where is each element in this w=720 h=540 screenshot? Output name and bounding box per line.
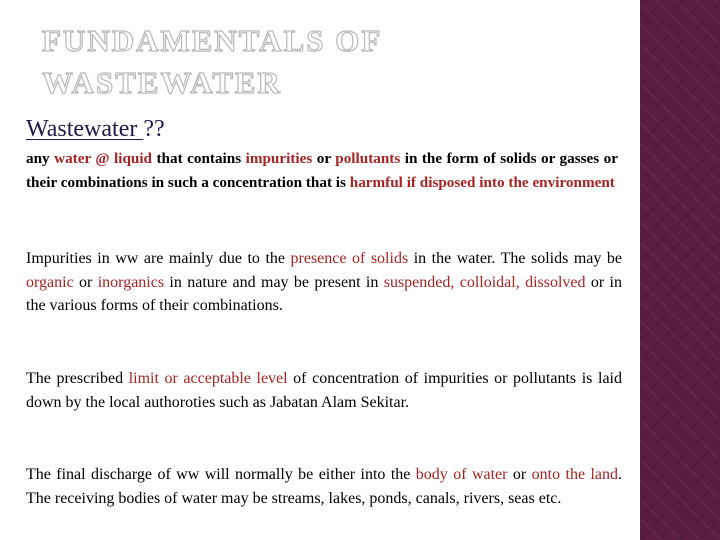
decorative-sidebar [640, 0, 720, 540]
paragraph-text: of concentration of impurities or pollutants is laid down by the local authoroties such as Jabatan Alam Sekitar. [26, 370, 622, 411]
section-heading [26, 115, 165, 143]
paragraph-highlight: inorganics [97, 273, 165, 291]
definition-text: or [316, 150, 336, 167]
paragraph-text: or [507, 466, 532, 483]
heading-question-marks: ?? [143, 116, 165, 142]
definition-highlight: impurities [245, 150, 317, 167]
paragraph-text: in the water. The solids may be [408, 250, 623, 267]
paragraph-text: in nature and may be present in [164, 273, 384, 291]
paragraph-text: The final discharge of ww will normally be either into the [26, 466, 416, 483]
definition-paragraph [26, 147, 618, 195]
definition-highlight: pollutants [335, 150, 405, 167]
paragraph-text: The prescribed [26, 370, 129, 387]
slide-title: FUNDAMENTALS OF WASTEWATER [42, 23, 382, 100]
definition-highlight: harmful if disposed into the environment [349, 174, 615, 191]
paragraph-highlight: suspended, colloidal, dissolved [383, 273, 586, 291]
definition-text: that contains [156, 150, 246, 167]
limits-paragraph [26, 367, 622, 414]
paragraph-text: . The receiving bodies of water may be streams, lakes, ponds, canals, rivers, seas etc. [26, 466, 623, 507]
paragraph-text: or in the various forms of their combinations. [26, 273, 622, 314]
paragraph-highlight: organic [26, 273, 74, 291]
paragraph-highlight: limit or acceptable level [128, 370, 288, 387]
impurities-paragraph [26, 247, 622, 318]
paragraph-text: or [73, 273, 98, 291]
paragraph-text: Impurities in ww are mainly due to the [26, 250, 291, 267]
definition-text: any [26, 150, 55, 167]
definition-highlight: water @ liquid [54, 150, 157, 167]
heading-term: Wastewater [26, 116, 144, 142]
paragraph-highlight: body of water [415, 466, 508, 483]
definition-text: in the form of solids or gasses or their combinations in such a concentration that is [26, 150, 618, 191]
paragraph-highlight: presence of solids [290, 250, 409, 267]
discharge-paragraph [26, 463, 622, 510]
paragraph-highlight: onto the land [531, 466, 619, 483]
